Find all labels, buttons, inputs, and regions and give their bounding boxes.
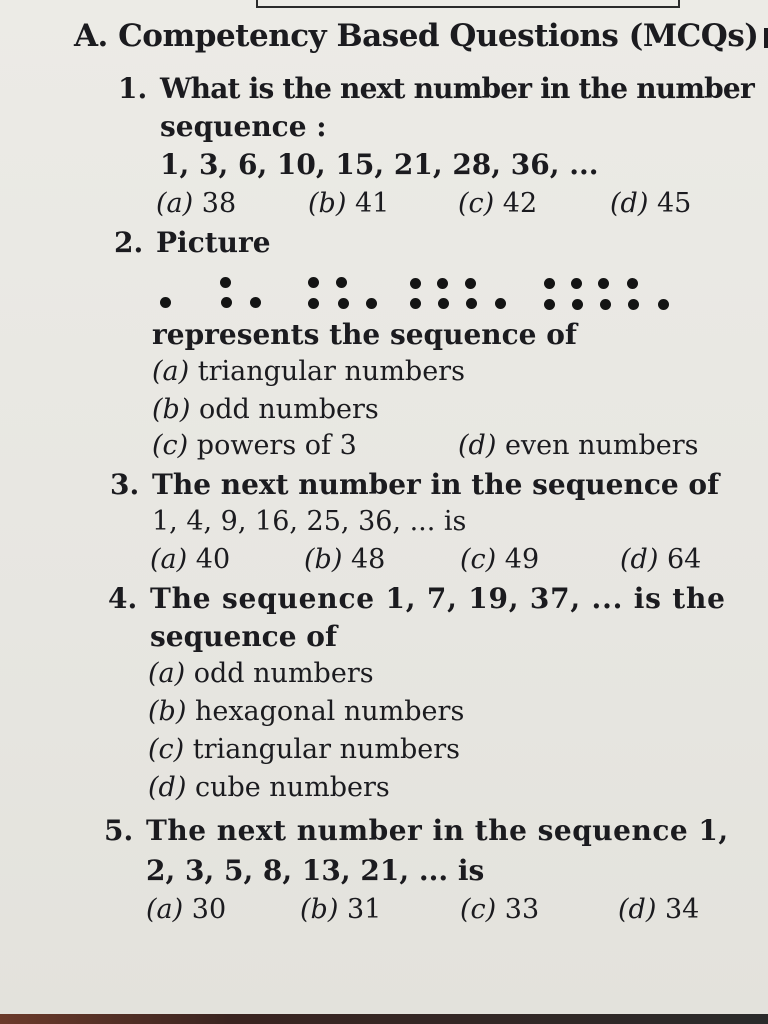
option-d[interactable] (458, 430, 699, 461)
option-letter: (a) (152, 356, 190, 387)
option-b[interactable] (304, 544, 385, 575)
option-letter: (c) (152, 430, 189, 461)
option-text: powers of 3 (196, 430, 357, 461)
dot (627, 278, 638, 289)
option-letter: (c) (458, 188, 495, 219)
dot (495, 298, 506, 309)
dot (466, 298, 477, 309)
question-stem-line: sequence : (160, 110, 327, 143)
question-4-options (148, 658, 748, 818)
question-stem-line: 1, 4, 9, 16, 25, 36, ... is (152, 506, 467, 537)
dot (658, 299, 669, 310)
option-letter: (b) (304, 544, 343, 575)
option-letter: (d) (620, 544, 659, 575)
option-b[interactable] (152, 394, 379, 425)
dot (308, 298, 319, 309)
option-c[interactable] (148, 734, 460, 765)
option-letter: (a) (156, 188, 194, 219)
option-letter: (a) (150, 544, 188, 575)
dot (598, 278, 609, 289)
option-text: even numbers (504, 430, 699, 461)
dot (308, 277, 319, 288)
question-stem-line: The next number in the sequence 1, (146, 814, 729, 847)
option-a[interactable] (156, 188, 236, 219)
option-c[interactable] (152, 430, 357, 461)
dot (221, 297, 232, 308)
page-bottom-edge (0, 1014, 768, 1024)
dot (572, 299, 583, 310)
black-square-icon (764, 28, 768, 48)
dot (338, 298, 349, 309)
option-letter: (d) (618, 894, 657, 925)
option-text: hexagonal numbers (194, 696, 465, 727)
option-text: 31 (346, 894, 382, 925)
option-letter: (c) (460, 894, 497, 925)
option-c[interactable] (460, 544, 539, 575)
question-stem-line: 2, 3, 5, 8, 13, 21, ... is (146, 854, 485, 887)
question-number: 1. (118, 72, 148, 105)
dot (571, 278, 582, 289)
option-text: 30 (191, 894, 227, 925)
question-number: 5. (104, 814, 134, 847)
section-title-text: A. Competency Based Questions (MCQs) (74, 18, 759, 54)
option-letter: (c) (460, 544, 497, 575)
question-number: 3. (110, 468, 140, 501)
dot (544, 278, 555, 289)
top-box-border (256, 0, 680, 8)
dot (628, 299, 639, 310)
option-text: 33 (504, 894, 540, 925)
dot (438, 298, 449, 309)
option-letter: (b) (152, 394, 191, 425)
option-text: 38 (201, 188, 237, 219)
question-stem-line: The sequence 1, 7, 19, 37, ... is the (150, 582, 726, 615)
option-text: 45 (656, 188, 692, 219)
option-a[interactable] (148, 658, 374, 689)
option-text: 41 (354, 188, 390, 219)
option-text: 48 (350, 544, 386, 575)
section-heading (74, 18, 768, 54)
option-text: 64 (666, 544, 702, 575)
option-a[interactable] (152, 356, 465, 387)
option-letter: (c) (148, 734, 185, 765)
option-c[interactable] (460, 894, 539, 925)
option-d[interactable] (620, 544, 701, 575)
option-letter: (d) (458, 430, 497, 461)
option-a[interactable] (150, 544, 230, 575)
option-letter: (b) (148, 696, 187, 727)
option-c[interactable] (458, 188, 537, 219)
option-letter: (b) (300, 894, 339, 925)
question-stem-line: sequence of (150, 620, 338, 653)
option-b[interactable] (308, 188, 389, 219)
option-text: triangular numbers (192, 734, 460, 765)
dot (160, 297, 171, 308)
option-b[interactable] (300, 894, 381, 925)
option-a[interactable] (146, 894, 226, 925)
option-letter: (a) (146, 894, 184, 925)
question-stem-line: What is the next number in the number (160, 72, 754, 105)
option-text: 34 (664, 894, 700, 925)
question-stem-line: The next number in the sequence of (152, 468, 720, 501)
question-2-stem-continued: represents the sequence of (152, 318, 577, 351)
option-letter: (d) (148, 772, 187, 803)
dot (410, 298, 421, 309)
option-letter: (d) (610, 188, 649, 219)
option-text: cube numbers (194, 772, 390, 803)
dot (465, 278, 476, 289)
option-text: odd numbers (193, 658, 374, 689)
dot (410, 278, 421, 289)
option-letter: (b) (308, 188, 347, 219)
option-d[interactable] (618, 894, 699, 925)
option-d[interactable] (610, 188, 691, 219)
option-text: 49 (504, 544, 540, 575)
dot (437, 278, 448, 289)
option-text: 42 (502, 188, 538, 219)
option-text: odd numbers (198, 394, 379, 425)
dot (366, 298, 377, 309)
option-b[interactable] (148, 696, 464, 727)
dot (600, 299, 611, 310)
option-text: 40 (195, 544, 231, 575)
dot (220, 277, 231, 288)
option-letter: (a) (148, 658, 186, 689)
option-d[interactable] (148, 772, 390, 803)
question-stem-line: Picture (156, 226, 271, 259)
option-text: triangular numbers (197, 356, 465, 387)
question-number: 2. (114, 226, 144, 259)
question-stem-line: 1, 3, 6, 10, 15, 21, 28, 36, ... (160, 148, 599, 181)
dot (544, 299, 555, 310)
dot (250, 297, 261, 308)
question-2-options (152, 356, 752, 476)
dot (336, 277, 347, 288)
question-number: 4. (108, 582, 138, 615)
